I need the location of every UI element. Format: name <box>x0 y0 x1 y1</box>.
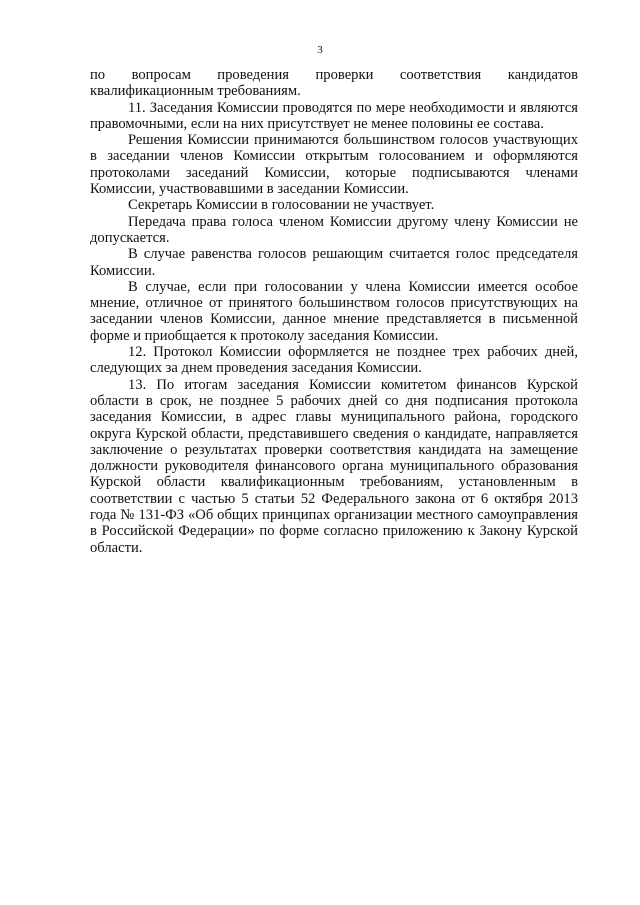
document-body <box>90 67 578 556</box>
paragraph-decisions: Решения Комиссии принимаются большинством голосов участвующих в заседании членов Комиссии открытым голосованием и оформляются протоколами заседаний Комиссии, которые подписываются членами Комиссии, участвовавшими в заседании Комиссии. <box>90 132 578 198</box>
paragraph-tie-vote: В случае равенства голосов решающим считается голос председателя Комиссии. <box>90 246 578 279</box>
paragraph-special-opinion: В случае, если при голосовании у члена Комиссии имеется особое мнение, отличное от принятого большинством голосов присутствующих на заседании членов Комиссии, данное мнение представляется в письменной форме и приобщается к протоколу заседания Комиссии. <box>90 278 578 344</box>
paragraph-12-protocol: 12. Протокол Комиссии оформляется не позднее трех рабочих дней, следующих за днем проведения заседания Комиссии. <box>90 344 578 377</box>
page-number: 3 <box>317 44 323 56</box>
paragraph-13-conclusion: 13. По итогам заседания Комиссии комитетом финансов Курской области в срок, не позднее 5 рабочих дней со дня подписания протокола заседания Комиссии, в адрес главы муниципального района, городского округа Курской области, представившего сведения о кандидате, направляется заключение о результатах проверки соответствия кандидата на замещение должности руководителя финансового органа муниципального образования Курской области квалификационным требованиям, установленным в соответствии с частью 5 статьи 52 Федерального закона от 6 октября 2013 года № 131-ФЗ «Об общих принципах организации местного самоуправления в Российской Федерации» по форме согласно приложению к Закону Курской области. <box>90 376 578 556</box>
paragraph-secretary: Секретарь Комиссии в голосовании не участвует. <box>128 197 435 214</box>
paragraph-vote-transfer: Передача права голоса членом Комиссии другому члену Комиссии не допускается. <box>90 213 578 246</box>
paragraph-11-meetings: 11. Заседания Комиссии проводятся по мере необходимости и являются правомочными, если на них присутствует не менее половины ее состава. <box>90 99 578 132</box>
paragraph-continuation: по вопросам проведения проверки соответствия кандидатов квалификационным требованиям. <box>90 67 578 100</box>
